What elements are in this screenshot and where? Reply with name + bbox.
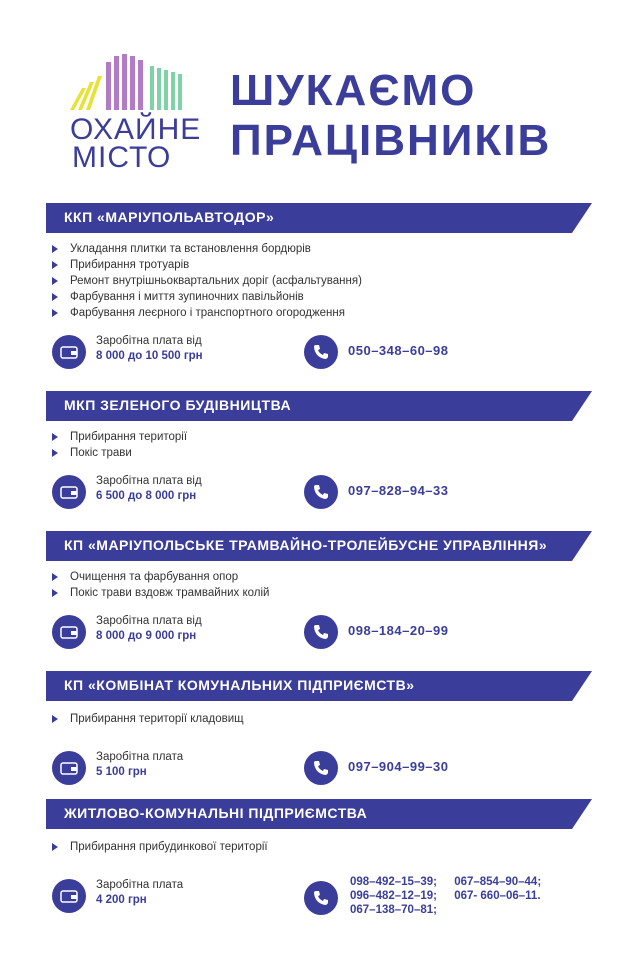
phone-number[interactable]: 067–138–70–81; <box>350 904 437 916</box>
list-item: Покіс трави вздовж трамвайних колій <box>52 585 640 601</box>
list-item: Прибирання території <box>52 429 640 445</box>
section-title: ЖИТЛОВО-КОМУНАЛЬНІ ПІДПРИЄМСТВА <box>64 805 368 821</box>
bullet-arrow-icon <box>52 293 58 301</box>
salary-label: Заробітна плата від <box>96 475 202 487</box>
bullet-arrow-icon <box>52 843 58 851</box>
phone-column-2 <box>454 875 541 903</box>
section-banner <box>0 203 640 233</box>
wallet-icon <box>52 475 86 509</box>
phone-number[interactable]: 097–828–94–33 <box>348 483 449 498</box>
section-title: КП «КОМБІНАТ КОМУНАЛЬНИХ ПІДПРИЄМСТВ» <box>64 677 415 693</box>
wallet-icon <box>52 751 86 785</box>
section-kombinat <box>0 671 640 787</box>
logo-line-1: ОХАЙНЕ <box>70 113 202 146</box>
phone-icon <box>304 335 338 369</box>
list-item: Фарбування і миття зупиночних павільйонів <box>52 289 640 305</box>
list-item: Покіс трави <box>52 445 640 461</box>
logo-text <box>70 113 202 174</box>
phone-number[interactable]: 098–492–15–39; <box>350 876 437 888</box>
bullet-list <box>52 711 640 727</box>
wallet-icon <box>52 335 86 369</box>
bullet-arrow-icon <box>52 449 58 457</box>
list-item: Прибирання прибудинкової території <box>52 839 640 855</box>
list-item: Фарбування леєрного і транспортного огородження <box>52 305 640 321</box>
bullet-arrow-icon <box>52 589 58 597</box>
section-green-building <box>0 391 640 511</box>
salary-label: Заробітна плата від <box>96 615 202 627</box>
list-item: Прибирання території кладовищ <box>52 711 640 727</box>
bullet-list <box>52 569 640 601</box>
salary-label: Заробітна плата від <box>96 335 202 347</box>
phone-number[interactable]: 067- 660–06–11. <box>454 890 541 902</box>
bullet-arrow-icon <box>52 277 58 285</box>
salary-value: 6 500 до 8 000 грн <box>96 490 197 502</box>
info-row <box>0 875 640 925</box>
section-banner <box>0 391 640 421</box>
salary-value: 5 100 грн <box>96 766 147 778</box>
bullet-arrow-icon <box>52 309 58 317</box>
phone-number[interactable]: 097–904–99–30 <box>348 759 449 774</box>
info-row <box>0 611 640 651</box>
list-item: Укладання плитки та встановлення бордюрів <box>52 241 640 257</box>
headline <box>230 66 551 166</box>
list-item: Прибирання тротуарів <box>52 257 640 273</box>
list-item: Ремонт внутрішньоквартальних доріг (асфальтування) <box>52 273 640 289</box>
headline-line-2: ПРАЦІВНИКІВ <box>230 116 552 165</box>
bullet-arrow-icon <box>52 715 58 723</box>
section-banner <box>0 671 640 701</box>
section-title: МКП ЗЕЛЕНОГО БУДІВНИЦТВА <box>64 397 292 413</box>
salary-value: 4 200 грн <box>96 894 147 906</box>
building-logo-icon <box>68 52 188 116</box>
section-banner <box>0 799 640 829</box>
phone-column-1 <box>350 875 437 917</box>
info-row <box>0 331 640 371</box>
logo-line-2: МІСТО <box>72 141 172 174</box>
section-title: КП «МАРІУПОЛЬСЬКЕ ТРАМВАЙНО-ТРОЛЕЙБУСНЕ УПРАВЛІННЯ» <box>64 537 548 553</box>
info-row <box>0 747 640 787</box>
phone-icon <box>304 475 338 509</box>
phone-icon <box>304 615 338 649</box>
salary-value: 8 000 до 9 000 грн <box>96 630 197 642</box>
salary-label: Заробітна плата <box>96 879 184 891</box>
section-banner <box>0 531 640 561</box>
bullet-list <box>52 839 640 855</box>
section-avtodor <box>0 203 640 371</box>
section-title: ККП «МАРІУПОЛЬАВТОДОР» <box>64 209 275 225</box>
phone-icon <box>304 751 338 785</box>
section-housing-communal <box>0 799 640 925</box>
phone-icon <box>304 881 338 915</box>
phone-number[interactable]: 067–854–90–44; <box>454 876 542 888</box>
phone-list <box>350 875 555 917</box>
list-item: Очищення та фарбування опор <box>52 569 640 585</box>
info-row <box>0 471 640 511</box>
wallet-icon <box>52 879 86 913</box>
section-tram-trolley <box>0 531 640 651</box>
headline-line-1: ШУКАЄМО <box>230 66 477 115</box>
wallet-icon <box>52 615 86 649</box>
bullet-list <box>52 241 640 321</box>
bullet-list <box>52 429 640 461</box>
salary-label: Заробітна плата <box>96 751 184 763</box>
bullet-arrow-icon <box>52 433 58 441</box>
phone-number[interactable]: 050–348–60–98 <box>348 343 449 358</box>
phone-number[interactable]: 098–184–20–99 <box>348 623 449 638</box>
bullet-arrow-icon <box>52 245 58 253</box>
bullet-arrow-icon <box>52 573 58 581</box>
bullet-arrow-icon <box>52 261 58 269</box>
phone-number[interactable]: 096–482–12–19; <box>350 890 437 902</box>
salary-value: 8 000 до 10 500 грн <box>96 350 203 362</box>
